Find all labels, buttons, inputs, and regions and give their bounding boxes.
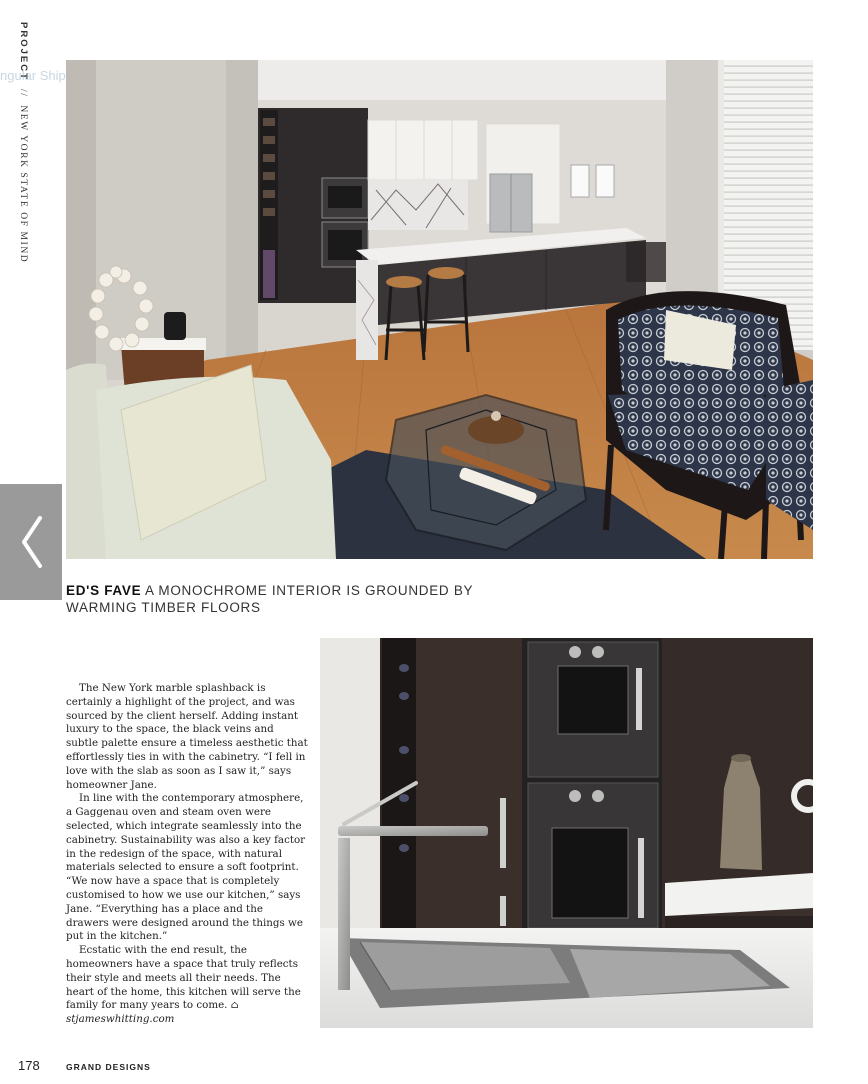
article-paragraph: The New York marble splashback is certainly a highlight of the project, and was sourced by the client herself. Adding instant luxury to the space, the black veins and subtle palette ensure a timeless aesthetic that effortlessly ties in with the cabinetry. “I fell in love with the slab as soon as I saw it,” says homeowner Jane. bbox=[66, 682, 308, 791]
previous-page-tab[interactable] bbox=[0, 484, 62, 600]
article-body bbox=[66, 682, 308, 1027]
website-link[interactable]: stjameswhitting.com bbox=[66, 1013, 175, 1026]
article-paragraph-text: Ecstatic with the end result, the homeowners have a space that truly reflects their style and meets all their needs. The heart of the home, this kitchen will serve the family for many years to come. bbox=[66, 944, 301, 1012]
living-kitchen-photo bbox=[66, 60, 813, 559]
caption-text: A MONOCHROME INTERIOR IS GROUNDED BY WARMING TIMBER FLOORS bbox=[66, 583, 473, 615]
chevron-left-icon bbox=[16, 512, 46, 572]
kitchen-detail-illustration bbox=[320, 638, 813, 1028]
living-kitchen-illustration bbox=[66, 60, 813, 559]
watermark: ngular Ship bbox=[0, 68, 66, 83]
page-number: 178 bbox=[18, 1058, 40, 1073]
article-paragraph: In line with the contemporary atmosphere, a Gaggenau oven and steam oven were selected, which integrate seamlessly into the cabinetry. Sustainability was also a key factor in the redesign of the space, with natural materials selected to ensure a soft footprint. “We now have a space that is completely customised to how we use our kitchen,” says Jane. “Everything has a place and the drawers were designed around the things we put in the kitchen.” bbox=[66, 792, 306, 943]
photo-caption bbox=[66, 582, 486, 616]
section-tag bbox=[18, 22, 29, 263]
caption-lead: ED'S FAVE bbox=[66, 583, 142, 598]
article-paragraph bbox=[66, 944, 308, 1013]
house-icon: ⌂ bbox=[230, 999, 239, 1012]
section-label: PROJECT bbox=[18, 22, 29, 81]
kitchen-detail-photo bbox=[320, 638, 813, 1028]
magazine-name: GRAND DESIGNS bbox=[66, 1062, 151, 1072]
story-title: NEW YORK STATE OF MIND bbox=[18, 105, 28, 264]
section-separator: // bbox=[18, 88, 28, 98]
